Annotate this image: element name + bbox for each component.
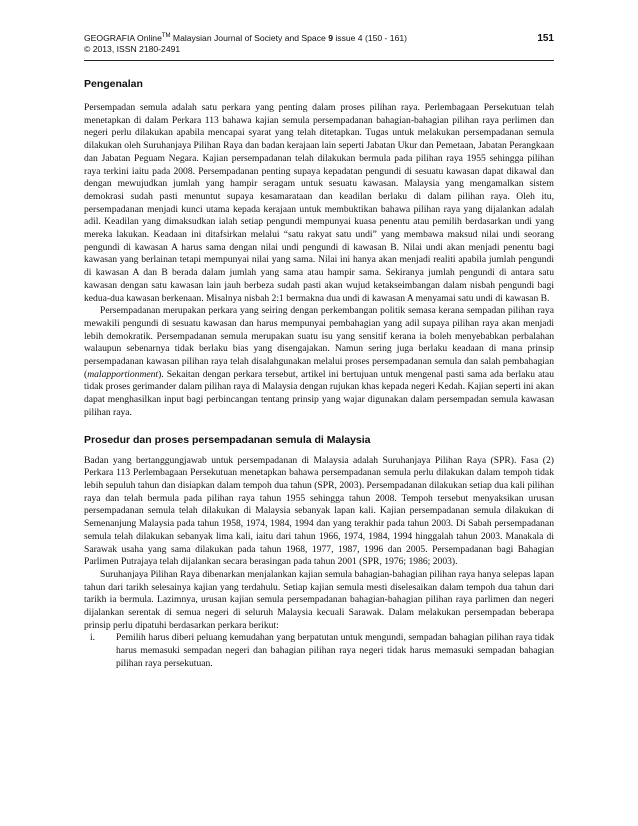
header-rule [84,60,554,61]
intro-paragraph-1: Persempadan semula adalah satu perkara yang penting dalam proses pilihan raya. Perlembagaan Persekutuan telah menetapkan di dalam Perkara 113 bahawa kajian semula persempadanan bahagian-bahagian pilihan raya perlimen dan negeri perlu dilakukan apabila mencapai syarat yang telah ditetapkan. Tugas untuk melakukan persempadanan semula dilakukan oleh Suruhanjaya Pilihan Raya dan badan kerajaan lain seperti Jabatan Ukur dan Pemetaan, Jabatan Perangkaan dan Jabatan Peguam Negara. Kajian persempadanan telah dilakukan bermula pada pilihan raya 1955 sehingga pilihan raya terkini iaitu pada 2008. Persempadanan penting supaya kepadatan pengundi di sesuatu kawasan dapat dikawal dan dengan mewujudkan jumlah yang hampir seragam untuk sesuatu kawasan. Malaysia yang mengamalkan sistem demokrasi sudah pasti menuntut supaya kesamarataan dan keadilan berlaku di dalam pilihan raya. Oleh itu, persempadanan menjadi kunci utama kepada kerajaan untuk membuktikan bahawa pilihan raya yang dijalankan adalah adil. Keadilan yang dimaksudkan ialah setiap pengundi mempunyai kuasa penentu atau pemilih berdasarkan undi yang mereka lakukan. Keadaan ini ditafsirkan melalui “satu rakyat satu undi” yang membawa maksud nilai undi seorang pengundi di kawasan A harus sama dengan nilai undi pengundi di kawasan B. Nilai undi akan menjadi penentu bagi kawasan yang berlainan tetapi mempunyai nilai yang sama. Nilai ini hanya akan menjadi realiti apabila jumlah pengundi di kawasan A dan B berada dalam jumlah yang sama atau hampir sama. Sekiranya jumlah pengundi di antara satu kawasan dengan satu kawasan lain jauh berbeza sudah pasti akan wujud ketakseimbangan dalam nisbah pengundi bagi kedua-dua kawasan berkenaan. Misalnya nisbah 2:1 bermakna dua undi di kawasan A menyamai satu undi di kawasan B. [84,102,554,304]
section-heading-pengenalan: Pengenalan [84,78,143,90]
running-header [84,33,554,55]
volume-number: 9 [328,33,333,43]
section-heading-prosedur: Prosedur dan proses persempadanan semula di Malaysia [84,433,371,446]
italic-term: malapportionment [87,368,159,380]
trademark-sup: TM [161,33,171,40]
page-number: 151 [537,33,554,44]
journal-line: GEOGRAFIA Online™ Malaysian Journal of Society and Space 9 issue 4 (150 - 161) [84,33,408,43]
list-item [84,632,554,670]
list-item-number: i. [90,632,96,644]
copyright-line: © 2013, ISSN 2180-2491 [84,44,181,54]
principles-list [84,632,554,670]
procedure-paragraph-1: Badan yang bertanggungjawab untuk persempadanan di Malaysia adalah Suruhanjaya Pilihan Raya (SPR). Fasa (2) Perkara 113 Perlembagaan Persekutuan menetapkan bahawa persempadanan semula perlu dilakukan dalam tempoh tidak lebih sepuluh tahun dan disiapkan dalam tempoh dua tahun (SPR, 2003). Persempadanan dilakukan setiap dua kali pilihan raya dan telah bermula pada pilihan raya tahun 1955 sehingga tahun 2008. Tempoh tersebut menyaksikan urusan persempadanan semula telah dilakukan di Malaysia sebanyak lapan kali. Kajian persempadanan semula dilakukan di Semenanjung Malaysia pada tahun 1958, 1974, 1984, 1994 dan yang terakhir pada tahun 2003. Di Sabah persempadanan semula telah dilakukan sebanyak lima kali, iaitu dari tahun 1966, 1974, 1984, 1994 hinggalah tahun 2003. Manakala di Sarawak usaha yang sama dilakukan pada tahun 1968, 1977, 1987, 1996 dan 2005. Persempadanan bagi Bahagian Parlimen Putrajaya telah dijalankan secara berasingan pada tahun 2001 (SPR, 1976; 1986; 2003). [84,454,554,568]
journal-citation [84,33,407,55]
intro-paragraph-2: Persempadanan merupakan perkara yang seiring dengan perkembangan politik semasa kerana sempadan pilihan raya mewakili pengundi di sesuatu kawasan dan harus mempunyai pembahagian yang adil supaya pilihan raya akan menjadi lebih demokratik. Persempadanan semula merupakan suatu isu yang sensitif kerana ia boleh menyebabkan perbalahan walaupun sebenarnya tidak berlaku bias yang disengajakan. Namun sering juga berlaku keadaan di mana prinsip persempadanan kawasan pilihan raya telah disalahgunakan melalui proses persempadanan semula dan salah pembahagian (malapportionment). Sekaitan dengan perkara tersebut, artikel ini bertujuan untuk mengenal pasti sama ada berlaku atau tidak proses gerimander dalam pilihan raya di Malaysia dengan rujukan khas kepada negeri Kedah. Kajian seperti ini akan dapat menghasilkan input bagi perbincangan tentang prinsip yang wajar digunakan dalam persempadan semula kawasan pilihan raya. [84,305,554,418]
procedure-paragraph-2: Suruhanjaya Pilihan Raya dibenarkan menjalankan kajian semula bahagian-bahagian pilihan raya hanya selepas lapan tahun dari tarikh selesainya kajian yang terdahulu. Setiap kajian semula mesti diselesaikan dalam tempoh dua tahun dari tarikh ia bermula. Lazimnya, urusan kajian semula persempadanan bahagian-bahagian pilihan raya parlimen dan negeri dijalankan serentak di semua negeri di seluruh Malaysia kecuali Sarawak. Dalam melakukan persempadan beberapa prinsip perlu dipatuhi berdasarkan perkara berikut: [84,568,554,631]
list-item-text: Pemilih harus diberi peluang kemudahan yang berpatutan untuk mengundi, sempadan bahagian pilihan raya tidak harus memasuki sempadan negeri dan bahagian pilihan raya negeri tidak harus memasuki sempadan bahagian pilihan raya persekutuan. [116,632,554,669]
